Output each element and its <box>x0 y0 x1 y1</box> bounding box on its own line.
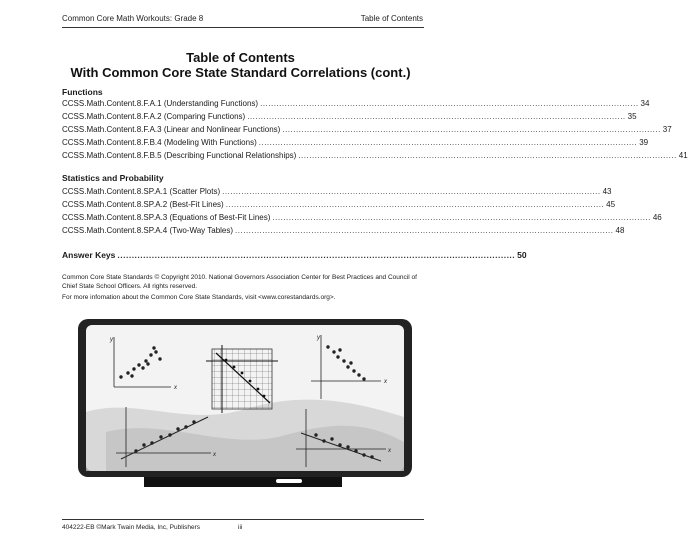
toc-leader-dots: ........................................................................................................................................... <box>247 112 626 121</box>
section-heading-statistics: Statistics and Probability <box>62 173 164 183</box>
chalk-stick <box>276 479 302 483</box>
toc-entry-page: 35 <box>627 112 637 121</box>
toc-entry[interactable] <box>62 200 616 212</box>
toc-leader-dots: ........................................................................................................................................... <box>260 99 639 108</box>
toc-leader-dots: ........................................................................................................................................... <box>258 138 638 147</box>
toc-entry-page: 45 <box>606 200 616 209</box>
toc-entry-page: 46 <box>652 213 662 222</box>
toc-entry[interactable] <box>62 138 649 150</box>
toc-entry[interactable] <box>62 213 662 225</box>
toc-entry-label: CCSS.Math.Content.8.SP.A.4 (Two-Way Tables) <box>62 226 234 235</box>
toc-leader-dots: ........................................................................................................................................... <box>222 187 601 196</box>
toc-entry-label: CCSS.Math.Content.8.F.B.4 (Modeling With Functions) <box>62 138 257 147</box>
toc-entry-label: Answer Keys <box>62 250 116 260</box>
toc-entry[interactable] <box>62 112 637 124</box>
toc-entry-label: CCSS.Math.Content.8.SP.A.3 (Equations of Best-Fit Lines) <box>62 213 271 222</box>
axis-label-x: x <box>174 385 177 391</box>
header-rule <box>62 27 424 28</box>
toc-entry-label: CCSS.Math.Content.8.F.A.1 (Understanding Functions) <box>62 99 259 108</box>
toc-entry[interactable] <box>62 99 650 111</box>
toc-leader-dots: ........................................................................................................................................... <box>282 125 661 134</box>
toc-leader-dots: ........................................................................................................................................... <box>272 213 651 222</box>
toc-leader-dots: ........................................................................................................................................... <box>235 226 614 235</box>
toc-entry-page: 34 <box>640 99 650 108</box>
standards-website-note: For more infomation about the Common Core State Standards, visit <www.corestandards.org>. <box>62 294 336 301</box>
toc-entry[interactable] <box>62 151 688 163</box>
axis-label-y: y <box>317 335 320 341</box>
axis-label-x: x <box>388 448 391 454</box>
grid-plot <box>206 345 278 413</box>
axis-label-y: y <box>110 337 113 343</box>
toc-leader-dots: ........................................................................................................................................... <box>117 250 516 260</box>
toc-entry-page: 39 <box>639 138 649 147</box>
chalk-tray <box>144 477 342 487</box>
toc-entry-page: 50 <box>517 250 527 260</box>
toc-entry-label: CCSS.Math.Content.8.F.B.5 (Describing Functional Relationships) <box>62 151 297 160</box>
toc-entry-page: 43 <box>602 187 612 196</box>
page-title: Table of Contents <box>186 50 295 65</box>
running-header-section: Table of Contents <box>360 14 423 23</box>
toc-entry[interactable] <box>62 226 625 238</box>
whiteboard-illustration <box>76 317 414 500</box>
page-number: iii <box>238 524 243 531</box>
footer-rule <box>62 519 424 520</box>
toc-entry-label: CCSS.Math.Content.8.F.A.2 (Comparing Functions) <box>62 112 246 121</box>
section-heading-functions: Functions <box>62 87 103 97</box>
toc-entry-page: 48 <box>615 226 625 235</box>
toc-entry[interactable] <box>62 187 612 199</box>
toc-leader-dots: ........................................................................................................................................... <box>298 151 677 160</box>
toc-entry-page: 37 <box>662 125 672 134</box>
axis-label-x: x <box>384 379 387 385</box>
axis-label-x: x <box>213 452 216 458</box>
running-header-title: Common Core Math Workouts: Grade 8 <box>62 14 204 23</box>
toc-leader-dots: ........................................................................................................................................... <box>225 200 605 209</box>
toc-entry[interactable] <box>62 125 672 137</box>
toc-entry-page: 41 <box>678 151 688 160</box>
toc-entry-label: CCSS.Math.Content.8.F.A.3 (Linear and Nonlinear Functions) <box>62 125 281 134</box>
page-subtitle: With Common Core State Standard Correlations (cont.) <box>70 65 411 80</box>
copyright-notice: Common Core State Standards © Copyright 2010. National Governors Association Center for Best Practices and Council of Chief State School Officers. All rights reserved. <box>62 274 417 290</box>
toc-entry-answer-keys[interactable] <box>62 250 527 262</box>
footer-publisher: 404222-EB ©Mark Twain Media, Inc, Publishers <box>62 524 200 531</box>
toc-entry-label: CCSS.Math.Content.8.SP.A.2 (Best-Fit Lines) <box>62 200 224 209</box>
toc-entry-label: CCSS.Math.Content.8.SP.A.1 (Scatter Plots) <box>62 187 221 196</box>
